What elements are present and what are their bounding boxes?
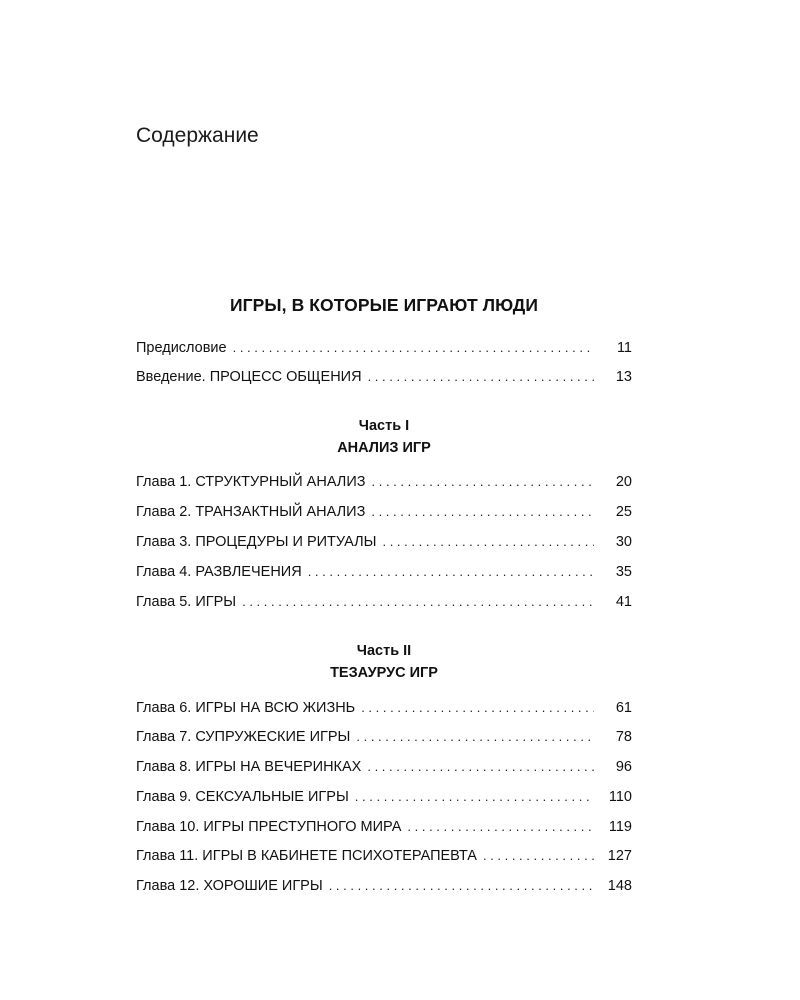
book-title: ИГРЫ, В КОТОРЫЕ ИГРАЮТ ЛЮДИ <box>229 295 539 315</box>
toc-entry-chapter-2[interactable] <box>136 502 632 522</box>
part-2-heading <box>136 640 632 684</box>
toc-entry-chapter-12[interactable] <box>136 876 632 896</box>
toc-entry-page: 20 <box>615 474 632 490</box>
toc-entry-chapter-5[interactable] <box>136 592 632 612</box>
toc-entry-chapter-7[interactable] <box>136 727 632 747</box>
toc-entry-label: Глава 8. ИГРЫ НА ВЕЧЕРИНКАХ <box>136 759 362 775</box>
dot-leader <box>483 846 594 866</box>
toc-entry-page: 35 <box>615 564 632 580</box>
dot-leader <box>368 367 594 387</box>
toc-entry-page: 30 <box>615 534 632 550</box>
part-title: ТЕЗАУРУС ИГР <box>330 665 438 681</box>
toc-entry-label: Глава 4. РАЗВЛЕЧЕНИЯ <box>136 564 302 580</box>
toc-entry-label: Глава 11. ИГРЫ В КАБИНЕТЕ ПСИХОТЕРАПЕВТА <box>136 848 477 864</box>
dot-leader <box>242 592 594 612</box>
toc-entry-chapter-1[interactable] <box>136 472 632 492</box>
toc-entry-page: 25 <box>615 504 632 520</box>
toc-entry-label: Глава 10. ИГРЫ ПРЕСТУПНОГО МИРА <box>136 819 402 835</box>
part-title: АНАЛИЗ ИГР <box>337 440 431 456</box>
dot-leader <box>372 472 594 492</box>
toc-entry-page: 78 <box>615 729 632 745</box>
toc-entry-page: 41 <box>615 594 632 610</box>
toc-entry-label: Глава 12. ХОРОШИЕ ИГРЫ <box>136 878 323 894</box>
dot-leader <box>371 502 594 522</box>
toc-entry-page: 13 <box>615 369 632 385</box>
toc-entry-introduction[interactable] <box>136 367 632 387</box>
toc-entry-page: 127 <box>607 848 632 864</box>
dot-leader <box>308 562 594 582</box>
toc-entry-chapter-11[interactable] <box>136 846 632 866</box>
toc-entry-page: 110 <box>608 789 632 805</box>
part-number: Часть I <box>358 418 410 434</box>
dot-leader <box>407 817 594 837</box>
toc-entry-chapter-8[interactable] <box>136 757 632 777</box>
toc-entry-label: Предисловие <box>136 340 227 356</box>
toc-entry-page: 61 <box>615 700 632 716</box>
toc-entry-label: Введение. ПРОЦЕСС ОБЩЕНИЯ <box>136 369 362 385</box>
toc-entry-page: 148 <box>607 878 632 894</box>
toc-entry-chapter-6[interactable] <box>136 698 632 718</box>
dot-leader <box>382 532 594 552</box>
toc-entry-label: Глава 1. СТРУКТУРНЫЙ АНАЛИЗ <box>136 474 366 490</box>
dot-leader <box>329 876 594 896</box>
toc-entry-label: Глава 2. ТРАНЗАКТНЫЙ АНАЛИЗ <box>136 504 366 520</box>
toc-entry-page: 96 <box>615 759 632 775</box>
toc-entry-chapter-3[interactable] <box>136 532 632 552</box>
part-1-heading <box>136 415 632 459</box>
toc-entry-label: Глава 3. ПРОЦЕДУРЫ И РИТУАЛЫ <box>136 534 377 550</box>
dot-leader <box>361 698 594 718</box>
dot-leader <box>367 757 594 777</box>
toc-entry-chapter-4[interactable] <box>136 562 632 582</box>
toc-entry-label: Глава 6. ИГРЫ НА ВСЮ ЖИЗНЬ <box>136 700 356 716</box>
toc-entry-chapter-10[interactable] <box>136 817 632 837</box>
toc-entry-page: 11 <box>616 340 632 356</box>
toc-entry-label: Глава 5. ИГРЫ <box>136 594 237 610</box>
toc-entry-chapter-9[interactable] <box>136 787 632 807</box>
toc-entry-preface[interactable] <box>136 338 632 358</box>
dot-leader <box>356 727 594 747</box>
toc-entry-label: Глава 7. СУПРУЖЕСКИЕ ИГРЫ <box>136 729 351 745</box>
toc-entry-label: Глава 9. СЕКСУАЛЬНЫЕ ИГРЫ <box>136 789 349 805</box>
dot-leader <box>233 338 594 358</box>
page-heading: Содержание <box>136 124 259 147</box>
toc-entry-page: 119 <box>608 819 632 835</box>
dot-leader <box>355 787 594 807</box>
part-number: Часть II <box>356 643 412 659</box>
